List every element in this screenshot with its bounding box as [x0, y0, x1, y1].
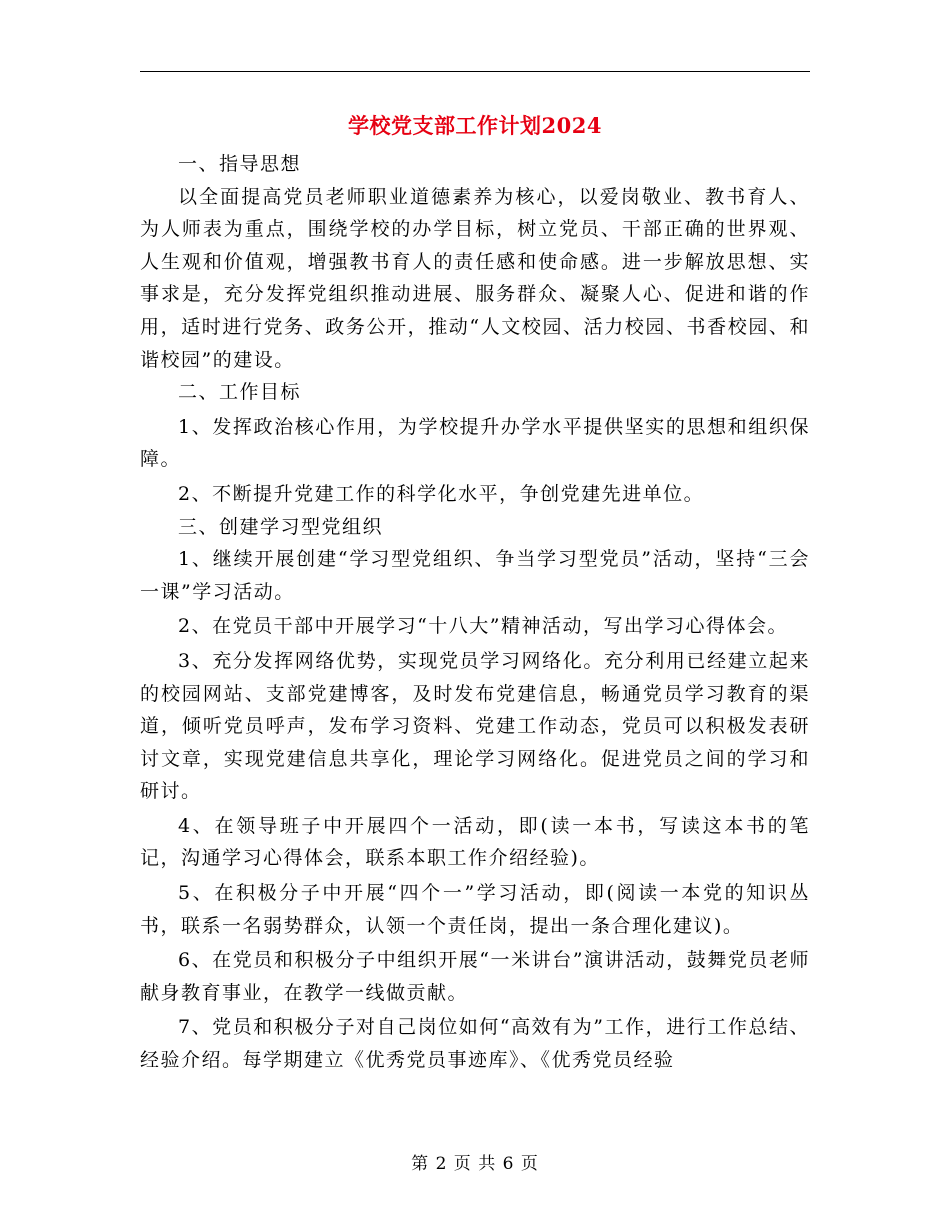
paragraph-goal-1: 1、发挥政治核心作用，为学校提升办学水平提供坚实的思想和组织保障。	[140, 415, 810, 471]
paragraph-item-3: 3、充分发挥网络优势，实现党员学习网络化。充分利用已经建立起来的校园网站、支部党建博客，及时发布党建信息，畅通党员学习教育的渠道，倾听党员呼声，发布学习资料、党建工作动态，党员可以积极发表研讨文章，实现党建信息共享化，理论学习网络化。促进党员之间的学习和研讨。	[140, 649, 810, 803]
paragraph-item-4: 4、在领导班子中开展四个一活动，即(读一本书，写读这本书的笔记，沟通学习心得体会，联系本职工作介绍经验)。	[140, 814, 810, 870]
page-number: 第 2 页 共 6 页	[411, 1154, 539, 1174]
paragraph-item-2: 2、在党员干部中开展学习“十八大”精神活动，写出学习心得体会。	[178, 615, 789, 638]
paragraph-item-5: 5、在积极分子中开展“四个一”学习活动，即(阅读一本党的知识丛书，联系一名弱势群众，认领一个责任岗，提出一条合理化建议)。	[140, 882, 810, 937]
section-heading-learning-organization: 三、创建学习型党组织	[178, 515, 384, 538]
header-rule	[140, 71, 810, 72]
document-body	[140, 148, 810, 1077]
paragraph-item-1: 1、继续开展创建“学习型党组织、争当学习型党员”活动，坚持“三会一课”学习活动。	[140, 548, 810, 603]
paragraph-guiding-ideology: 以全面提高党员老师职业道德素养为核心，以爱岗敬业、教书育人、为人师表为重点，围绕学校的办学目标，树立党员、干部正确的世界观、人生观和价值观，增强教书育人的责任感和使命感。进一步解放思想、实事求是，充分发挥党组织推动进展、服务群众、凝聚人心、促进和谐的作用，适时进行党务、政务公开，推动“人文校园、活力校园、书香校园、和谐校园”的建设。	[140, 185, 810, 371]
paragraph-item-7: 7、党员和积极分子对自己岗位如何“高效有为”工作，进行工作总结、经验介绍。每学期建立《优秀党员事迹库》、《优秀党员经验	[140, 1016, 810, 1072]
paragraph-item-6: 6、在党员和积极分子中组织开展“一米讲台”演讲活动，鼓舞党员老师献身教育事业，在教学一线做贡献。	[140, 949, 810, 1004]
paragraph-goal-2: 2、不断提升党建工作的科学化水平，争创党建先进单位。	[178, 482, 705, 505]
document-title: 学校党支部工作计划2024	[348, 113, 602, 138]
section-heading-guiding-ideology: 一、指导思想	[178, 153, 302, 175]
section-heading-work-goals: 二、工作目标	[178, 381, 302, 404]
